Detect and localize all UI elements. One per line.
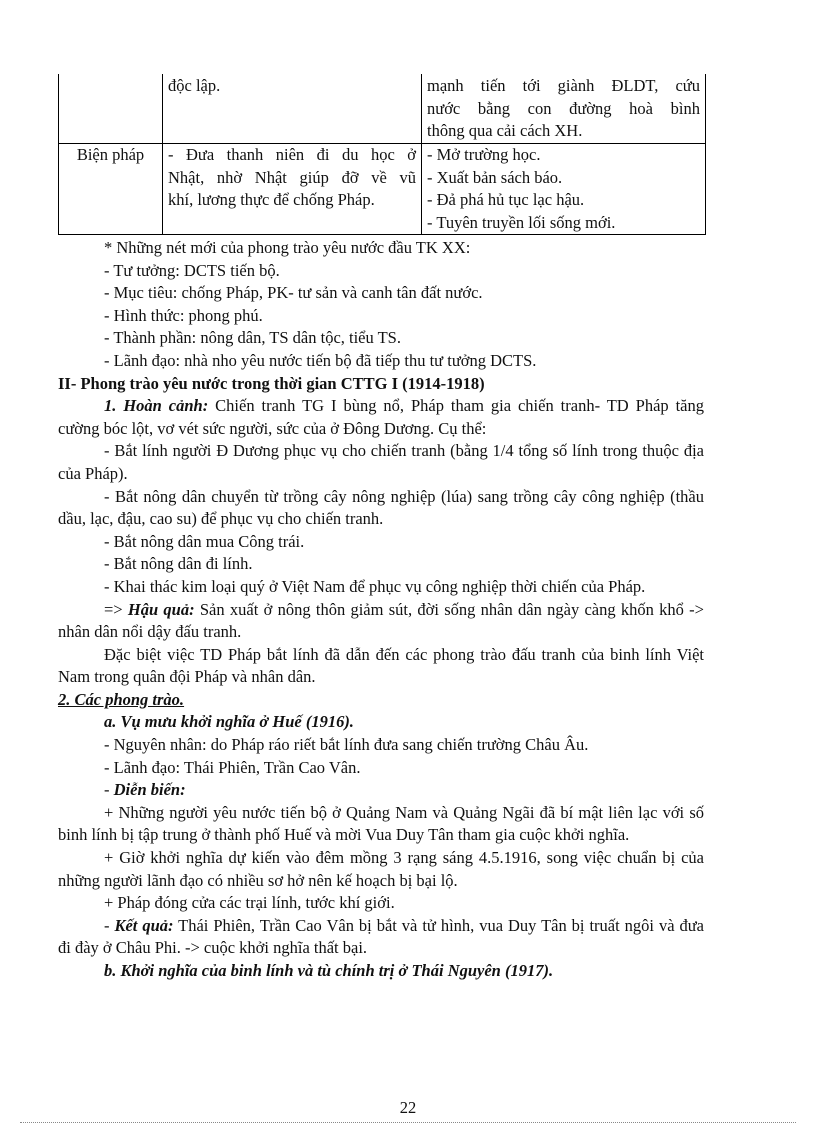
table-cell bbox=[163, 144, 422, 235]
table-cell-label: Biện pháp bbox=[59, 144, 163, 235]
consequence-text: Sản xuất ở nông thôn giảm sút, đời sống nhân dân ngày càng khốn khổ -> nhân dân nổi dậy đấu tranh. bbox=[58, 599, 704, 642]
result-prefix: - bbox=[104, 915, 115, 935]
consequence-label: Hậu quả: bbox=[127, 599, 195, 619]
comparison-table bbox=[58, 74, 706, 235]
table-cell bbox=[163, 74, 422, 144]
cell-line: nước bằng con đường hoà bình bbox=[427, 98, 700, 118]
document-body bbox=[58, 237, 704, 983]
bullet-item: - Bắt nông dân đi lính. bbox=[104, 554, 253, 574]
cell-line: - Đưa thanh niên đi du học ở bbox=[168, 145, 416, 164]
feature-item: - Thành phần: nông dân, TS dân tộc, tiểu TS. bbox=[104, 328, 401, 348]
feature-item: - Tư tưởng: DCTS tiến bộ. bbox=[104, 260, 280, 280]
hue-leaders: - Lãnh đạo: Thái Phiên, Trần Cao Vân. bbox=[104, 757, 361, 777]
result-text: Thái Phiên, Trần Cao Vân bị bắt và tử hình, vua Duy Tân bị truất ngôi và đưa đi đày ở Châu Phi. -> cuộc khởi nghĩa thất bại. bbox=[58, 915, 704, 958]
hue-event: + Những người yêu nước tiến bộ ở Quảng Nam và Quảng Ngãi đã bí mật liên lạc với số binh lính bị tập trung ở thành phố Huế và mời Vua Duy Tân tham gia cuộc khởi nghĩa. bbox=[58, 802, 704, 845]
table-row bbox=[59, 74, 706, 144]
cell-line: mạnh tiến tới giành ĐLDT, cứu bbox=[427, 76, 700, 95]
consequence-paragraph bbox=[58, 599, 704, 644]
progress-label: Diễn biến: bbox=[113, 780, 186, 800]
cell-line: - Đả phá hủ tục lạc hậu. bbox=[427, 190, 585, 210]
hue-result bbox=[58, 915, 704, 960]
result-label: Kết quả: bbox=[114, 915, 174, 935]
cell-line: thông qua cải cách XH. bbox=[427, 121, 583, 141]
bullet-item: - Khai thác kim loại quý ở Việt Nam để phục vụ công nghiệp thời chiến của Pháp. bbox=[104, 576, 646, 596]
feature-item: - Hình thức: phong phú. bbox=[104, 305, 263, 325]
section-title: II- Phong trào yêu nước trong thời gian CTTG I (1914-1918) bbox=[58, 373, 485, 393]
new-features-heading: * Những nét mới của phong trào yêu nước đầu TK XX: bbox=[104, 238, 471, 257]
cell-line: - Tuyên truyền lối sống mới. bbox=[427, 212, 616, 232]
movements-title: 2. Các phong trào. bbox=[58, 689, 185, 709]
hue-progress bbox=[58, 779, 704, 802]
arrow: => bbox=[104, 599, 128, 619]
bullet-item: - Bắt nông dân mua Công trái. bbox=[104, 531, 305, 551]
table-cell bbox=[422, 144, 706, 235]
table-cell-label bbox=[59, 74, 163, 144]
hue-title: a. Vụ mưu khởi nghĩa ở Huế (1916). bbox=[104, 712, 354, 732]
feature-item: - Mục tiêu: chống Pháp, PK- tư sản và canh tân đất nước. bbox=[104, 283, 483, 303]
special-paragraph: Đặc biệt việc TD Pháp bắt lính đã dẫn đến các phong trào đấu tranh của binh lính Việt Nam trong quân đội Pháp và nhân dân. bbox=[58, 644, 704, 687]
bullet-item: - Bắt lính người Đ Dương phục vụ cho chiến tranh (bằng 1/4 tổng số lính trong thuộc địa của Pháp). bbox=[58, 441, 704, 483]
hue-event: + Giờ khởi nghĩa dự kiến vào đêm mồng 3 rạng sáng 4.5.1916, song việc chuẩn bị của những người lãnh đạo có nhiều sơ hở nên kế hoạch bị bại lộ. bbox=[58, 848, 704, 890]
thai-nguyen-title: b. Khởi nghĩa của binh lính và tù chính trị ở Thái Nguyên (1917). bbox=[104, 961, 554, 980]
table-row bbox=[59, 144, 706, 235]
cell-line: khí, lương thực để chống Pháp. bbox=[168, 190, 375, 210]
hue-cause: - Nguyên nhân: do Pháp ráo riết bắt lính đưa sang chiến trường Châu Âu. bbox=[104, 735, 589, 755]
page-number: 22 bbox=[399, 1098, 417, 1117]
context-paragraph bbox=[58, 395, 704, 440]
cell-line: - Xuất bản sách báo. bbox=[427, 167, 563, 187]
cell-line: độc lập. bbox=[168, 76, 221, 95]
feature-item: - Lãnh đạo: nhà nho yêu nước tiến bộ đã tiếp thu tư tưởng DCTS. bbox=[104, 350, 537, 370]
context-label: 1. Hoàn cảnh: bbox=[104, 396, 209, 416]
table-cell bbox=[422, 74, 706, 144]
bullet-item: - Bắt nông dân chuyển từ trồng cây nông nghiệp (lúa) sang trồng cây công nghiệp (thầu dầu, lạc, đậu, cao su) để phục vụ cho chiến tranh. bbox=[58, 486, 704, 529]
cell-line: - Mở trường học. bbox=[427, 145, 541, 164]
cell-line: Nhật, nhờ Nhật giúp đỡ về vũ bbox=[168, 167, 416, 187]
context-text: Chiến tranh TG I bùng nổ, Pháp tham gia chiến tranh- TD Pháp tăng cường bóc lột, vơ vét sức người, sức của ở Đông Dương. Cụ thể: bbox=[58, 396, 705, 438]
hue-event: + Pháp đóng cửa các trại lính, tước khí giới. bbox=[104, 893, 395, 913]
progress-prefix: - bbox=[104, 780, 114, 800]
